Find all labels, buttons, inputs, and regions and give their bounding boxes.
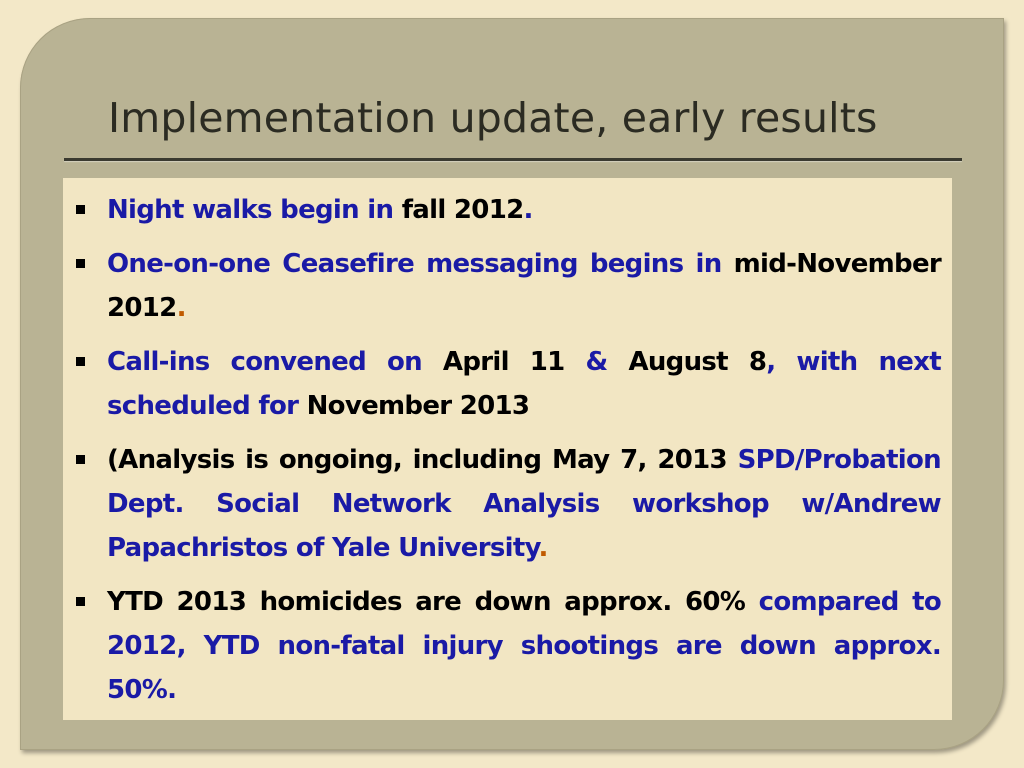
square-bullet-icon: [76, 597, 85, 606]
bullet-text-segment: fall 2012: [401, 195, 524, 225]
bullet-list: [107, 188, 941, 722]
bullet-item: [107, 438, 941, 570]
bullet-item: [107, 188, 941, 232]
bullet-text-segment: .: [538, 533, 548, 563]
square-bullet-icon: [76, 455, 85, 464]
bullet-text-segment: YTD 2013 homicides are down approx. 60%: [107, 587, 759, 617]
bullet-text-segment: August 8: [628, 347, 767, 377]
square-bullet-icon: [76, 357, 85, 366]
bullet-text-segment: , with next scheduled for: [107, 347, 941, 421]
bullet-text-segment: Night walks begin in: [107, 195, 402, 225]
bullet-text-segment: .: [176, 293, 186, 323]
bullet-item: [107, 340, 941, 428]
bullet-text-segment: Call-ins convened on: [107, 347, 443, 377]
bullet-text-segment: (Analysis is ongoing, including May 7, 2013: [107, 445, 738, 475]
bullet-text-segment: One-on-one Ceasefire messaging begins in: [107, 249, 734, 279]
bullet-text-segment: mid-November 2012: [107, 249, 941, 323]
bullet-text-segment: November 2013: [306, 391, 530, 421]
slide-title: Implementation update, early results: [108, 94, 878, 142]
bullet-text-segment: &: [585, 347, 629, 377]
bullet-text-segment: SPD/Probation Dept. Social Network Analysis workshop w/Andrew Papachristos of Yale University: [107, 445, 941, 563]
content-box: [63, 178, 952, 720]
title-divider: [64, 158, 962, 161]
square-bullet-icon: [76, 259, 85, 268]
square-bullet-icon: [76, 205, 85, 214]
bullet-text-segment: .: [523, 195, 533, 225]
bullet-text-segment: compared to 2012, YTD non-fatal injury shootings are down approx. 50%.: [107, 587, 941, 705]
bullet-item: [107, 242, 941, 330]
bullet-text-segment: April 11: [442, 347, 586, 377]
bullet-item: [107, 580, 941, 712]
